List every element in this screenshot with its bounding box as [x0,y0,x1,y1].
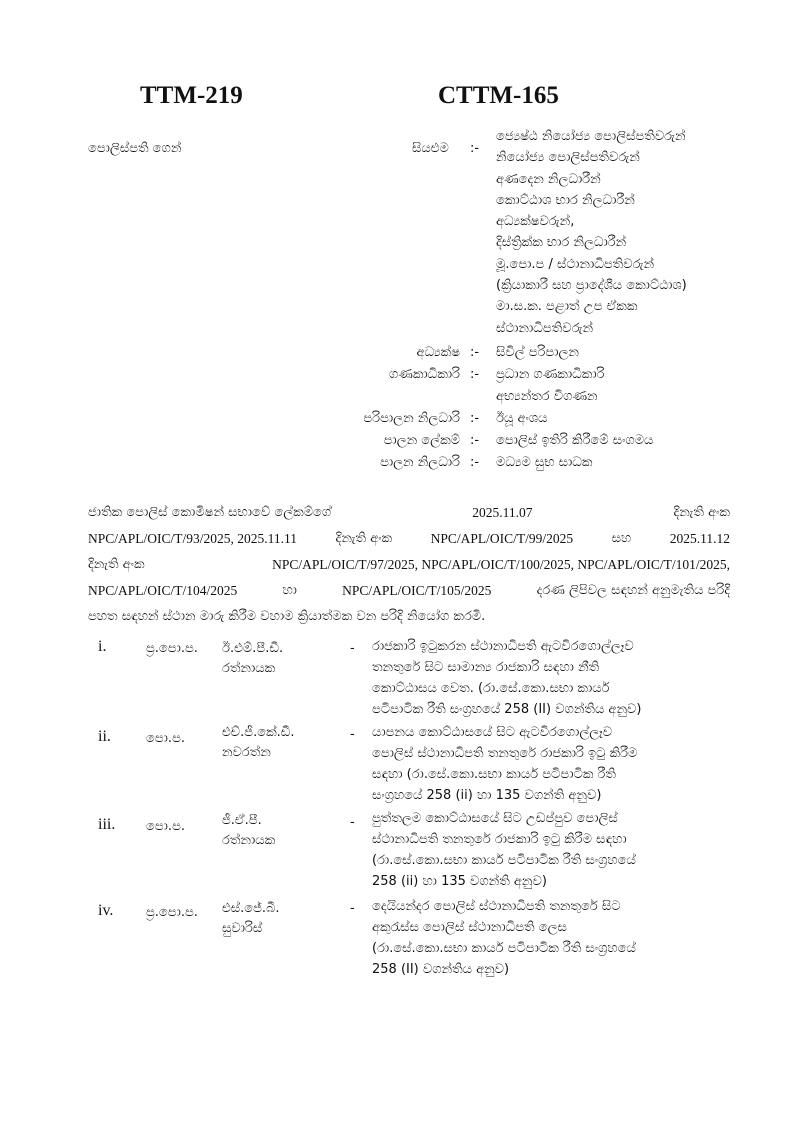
item-rank: ප්‍ර.පො.ප. [146,905,198,920]
cc-label-director: අධ්‍යක්ෂ [416,345,460,360]
item-name-surname: රත්නායක [222,833,276,848]
cc-value: ප්‍රධාන ගණකාධිකාරි [496,367,605,382]
recipients-label: සියළුම [412,141,449,156]
item-description: යාපනය කොට්ඨාසයේ සිට ඇටවිරගොල්ලෑව පොලිස් ස්ථානාධිපති තනතුරේ රාජකාරි ඉටු කිරීම සඳහා (රා.සේ.කො.සභා කාර්ය පටිපාටික රීති සංග්‍රහයේ 258 (ii) හා 135 වගන්ති අනුව) [372,725,638,803]
cc-value: සිවිල් පරිපාලන [496,345,579,360]
cc-label-control-officer: පාලන නිලධාරි [380,455,460,470]
item-name-surname: නවරත්න [222,745,271,760]
item-description: දෙයියන්දර පොලිස් ස්ථානාධිපති තනතුරේ සිට අකුරැස්ස පොලිස් ස්ථානාධිපති ලෙස (රා.සේ.කො.සභා කාර්ය පටිපාටික රීති සංග්‍රහයේ 258 (II) වගන්තිය අනුව) [372,899,636,977]
item-dash: - [350,815,355,830]
paragraph-line: NPC/APL/OIC/T/104/2025 හා NPC/APL/OIC/T/105/2025 දරණ ලිපිවල සඳහන් අනුමැතිය පරිදි [88,583,730,598]
cc-separator: :- [470,367,480,382]
cc-separator: :- [470,345,480,360]
item-name-initials: ඊ.එම්.පී.ඩී. [222,641,284,656]
recipient-line: දිස්ත්‍රික්ක භාර නිලධාරීන් [496,235,627,251]
item-description: පුත්තලම කොට්ඨාසයේ සිට උඩප්පුව පොලිස් ස්ථානාධිපති තනතුරේ රාජකාරි ඉටු කිරීම සඳහා (රා.සේ.කො.සභා කාර්ය පටිපාටික රීති සංග්‍රහයේ 258 (ii) හා 135 වගන්ති අනුව) [372,811,636,889]
reference-code-right: CTTM-165 [438,82,559,109]
cc-separator: :- [470,411,480,426]
cc-label-secretary: පාලන ලේකම් [383,433,460,448]
item-name-initials: ජී.ඒ.පී. [222,813,262,828]
cc-value: මධ්‍යම සුභ සාධක [496,455,593,470]
item-rank: ප්‍ර.පො.ප. [146,641,198,656]
item-name-initials: එච්.ජී.කේ.ඩී. [222,725,295,740]
cc-label-admin-officer: පරිපාලන නිලධාරි [363,411,460,426]
recipient-line: (ක්‍රියාකාරී සහ ප්‍රාදේශීය කොට්ඨාශ) [496,278,687,294]
cc-value: පොලිස් ඉතිරි කිරීමේ සංගමය [496,433,654,448]
recipient-line: කොට්ඨාශ භාර නිලධාරීන් [496,192,635,208]
cc-label-accountant: ගණකාධිකාරි [388,367,460,382]
recipient-line: ස්ථානාධිපතිවරුන් [496,320,594,336]
item-name-surname: රත්නායක [222,661,276,676]
cc-separator: :- [470,455,480,470]
cc-value: ඊයූ අංශය [496,411,548,426]
paragraph-line: දිනැති අංක NPC/APL/OIC/T/97/2025, NPC/APL/OIC/T/100/2025, NPC/APL/OIC/T/101/2025, [88,557,730,572]
cc-separator: :- [470,433,480,448]
item-dash: - [350,901,355,916]
paragraph-line: ජාතික පොලිස් කොමිෂන් සභාවේ ලේකම්ගේ 2025.11.07 දිනැති අංක [88,505,730,520]
recipient-line: අණදෙන නිලධාරීන් [496,171,601,187]
item-number: iv. [98,902,114,919]
item-rank: පො.ප. [146,731,185,746]
item-number: i. [98,638,107,655]
item-dash: - [350,727,355,742]
recipient-line: මූ.පො.ප / ස්ථානාධිපතිවරුන් [496,256,655,272]
item-number: iii. [98,816,116,833]
recipients-separator: :- [470,141,480,156]
reference-code-left: TTM-219 [140,82,243,109]
item-number: ii. [98,728,111,745]
recipient-line: මා.ස.ක. පළාත් උප ඒකක [496,299,638,315]
sender-label: පොලිස්පති ගෙන් [88,141,182,156]
item-name-surname: සුවාරිස් [222,921,263,936]
item-name-initials: එස්.ජේ.බී. [222,901,280,916]
paragraph-line: NPC/APL/OIC/T/93/2025, 2025.11.11 දිනැති අංක NPC/APL/OIC/T/99/2025 සහ 2025.11.12 [88,531,730,546]
recipient-line: නියෝජ්‍ය පොලිස්පතිවරුන් [496,150,640,166]
item-description: රාජකාරි ඉටුකරන ස්ථානාධිපති ඇටවිරගොල්ලෑව තනතුරේ සිට සාමාන්‍ය රාජකාරි සඳහා නීති කොට්ඨාසය වෙත. (රා.සේ.කො.සභා කාර්ය පටිපාටික රීති සංග්‍රහයේ 258 (II) වගන්තිය අනුව) [372,639,642,717]
recipient-line: අධ්‍යක්ෂවරුන්, [496,214,575,230]
recipient-line: ජ්‍යෙෂ්ඨ නියෝජ්‍ය පොලිස්පතිවරුන් [496,129,686,144]
item-dash: - [350,641,355,656]
recipients-list [496,126,687,339]
item-rank: පො.ප. [146,819,185,834]
cc-value: අභ්‍යන්තර විගණන [496,389,598,404]
body-paragraph [88,500,730,630]
paragraph-line: පහත සඳහන් ස්ථාන මාරු කිරීම වහාම ක්‍රියාත්මක වන පරිදි නියෝග කරමි. [88,609,486,624]
